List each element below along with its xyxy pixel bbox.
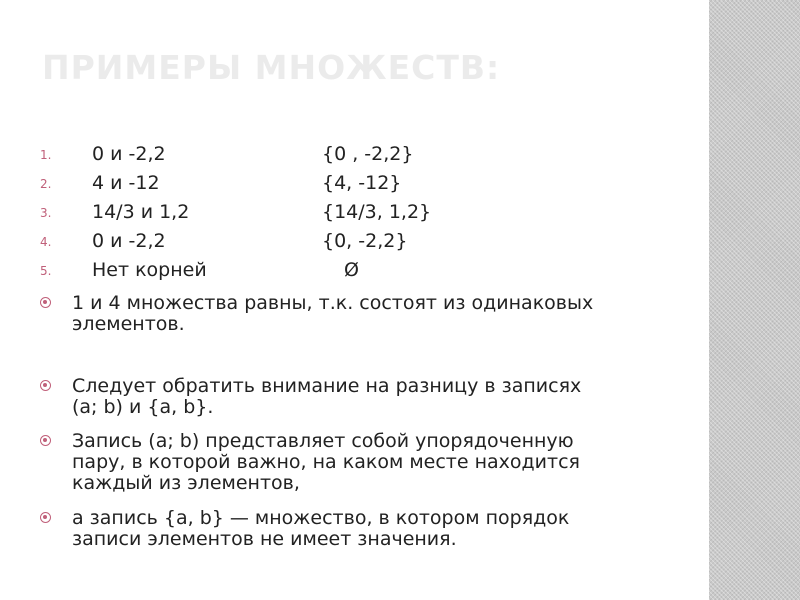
roots-text: 4 и -12 (92, 172, 160, 194)
list-number: 4. (40, 235, 52, 249)
list-number: 5. (40, 264, 52, 278)
bullet-icon (40, 435, 51, 446)
list-item (0, 143, 700, 169)
list-item (0, 172, 700, 198)
bullet-item (40, 376, 700, 420)
list-number: 1. (40, 148, 52, 162)
roots-text: Нет корней (92, 259, 207, 281)
set-text: {4, -12} (322, 172, 402, 194)
bullet-text (72, 508, 702, 550)
bullet-item (40, 508, 700, 552)
bullet-line: 1 и 4 множества равны, т.к. состоят из одинаковых (72, 292, 594, 314)
list-item (0, 201, 700, 227)
list-number: 2. (40, 177, 52, 191)
bullet-text (72, 293, 702, 335)
decorative-side-stripe (709, 0, 800, 600)
bullet-item (40, 293, 700, 337)
set-text: {0 , -2,2} (322, 143, 414, 165)
list-item (0, 230, 700, 256)
bullet-line: Следует обратить внимание на разницу в записях (72, 375, 582, 397)
bullet-line: каждый из элементов, (72, 472, 300, 494)
bullet-text (72, 376, 702, 418)
bullet-icon (40, 512, 51, 523)
set-text: {14/3, 1,2} (322, 201, 432, 223)
roots-text: 0 и -2,2 (92, 143, 166, 165)
slide-title: ПРИМЕРЫ МНОЖЕСТВ: (42, 48, 501, 87)
bullet-item (40, 431, 700, 497)
empty-set-symbol: Ø (344, 259, 359, 281)
bullet-line: Запись (a; b) представляет собой упорядоченную (72, 430, 574, 452)
bullet-text (72, 431, 702, 494)
bullet-icon (40, 380, 51, 391)
bullet-line: (a; b) и {a, b}. (72, 396, 214, 418)
bullet-line: а запись {a, b} — множество, в котором порядок (72, 507, 570, 529)
list-item (0, 259, 700, 285)
bullet-line: записи элементов не имеет значения. (72, 528, 457, 550)
bullet-icon (40, 297, 51, 308)
roots-text: 0 и -2,2 (92, 230, 166, 252)
roots-text: 14/3 и 1,2 (92, 201, 190, 223)
bullet-line: элементов. (72, 313, 185, 335)
bullet-line: пару, в которой важно, на каком месте находится (72, 451, 580, 473)
set-text: {0, -2,2} (322, 230, 408, 252)
list-number: 3. (40, 206, 52, 220)
